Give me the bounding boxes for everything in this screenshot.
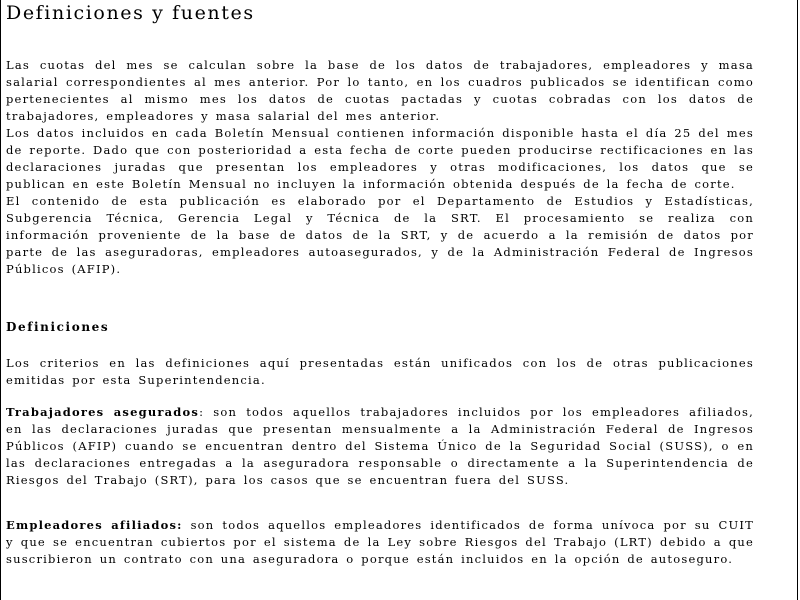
- intro-paragraph: Los datos incluidos en cada Boletín Mensual contienen información disponible hasta el día 25 del mes de reporte. Dado que con posterioridad a esta fecha de corte pueden producirse rectificaciones en las declaraciones juradas que presentan los empleadores y otras modificaciones, los datos que se publican en este Boletín Mensual no incluyen la información obtenida después de la fecha de corte.: [6, 126, 754, 191]
- page-title: Definiciones y fuentes: [6, 2, 255, 24]
- intro-paragraph: Las cuotas del mes se calculan sobre la base de los datos de trabajadores, empleadores y masa salarial correspondientes al mes anterior. Por lo tanto, en los cuadros publicados se identifican como pertenecientes al mismo mes los datos de cuotas pactadas y cuotas cobradas con los datos de trabajadores, empleadores y masa salarial del mes anterior.: [6, 58, 754, 123]
- intro-paragraph: El contenido de esta publicación es elaborado por el Departamento de Estudios y Estadísticas, Subgerencia Técnica, Gerencia Legal y Técnica de la SRT. El procesamiento se realiza con información proveniente de la base de datos de la SRT, y de acuerdo a la remisión de datos por parte de las aseguradoras, empleadores autoasegurados, y de la Administración Federal de Ingresos Públicos (AFIP).: [6, 194, 754, 276]
- definition-paragraph: [6, 404, 754, 489]
- definition-text: son todos aquellos empleadores identificados de forma unívoca por su CUIT y que se encuentran cubiertos por el sistema de la Ley sobre Riesgos del Trabajo (LRT) debido a que suscribieron un contrato con una aseguradora o porque están incluidos en la opción de autoseguro.: [6, 518, 754, 566]
- definition-empleadores: [6, 517, 754, 568]
- definition-trabajadores: [6, 404, 754, 489]
- section-heading: Definiciones: [6, 320, 110, 334]
- definition-text: : son todos aquellos trabajadores incluidos por los empleadores afiliados, en las declaraciones juradas que presentan mensualmente a la Administración Federal de Ingresos Públicos (AFIP) cuando se encuentran dentro del Sistema Único de la Seguridad Social (SUSS), o en las declaraciones entregadas a la aseguradora responsable o directamente a la Superintendencia de Riesgos del Trabajo (SRT), para los casos que se encuentran fuera del SUSS.: [6, 405, 755, 487]
- definition-term: Trabajadores asegurados: [6, 405, 200, 419]
- criteria-paragraph: Los criterios en las definiciones aquí presentadas están unificados con los de otras publicaciones emitidas por esta Superintendencia.: [6, 356, 754, 387]
- definition-term: Empleadores afiliados:: [6, 518, 183, 532]
- intro-section: [6, 57, 754, 278]
- criteria-section: [6, 355, 754, 389]
- definition-paragraph: [6, 517, 754, 568]
